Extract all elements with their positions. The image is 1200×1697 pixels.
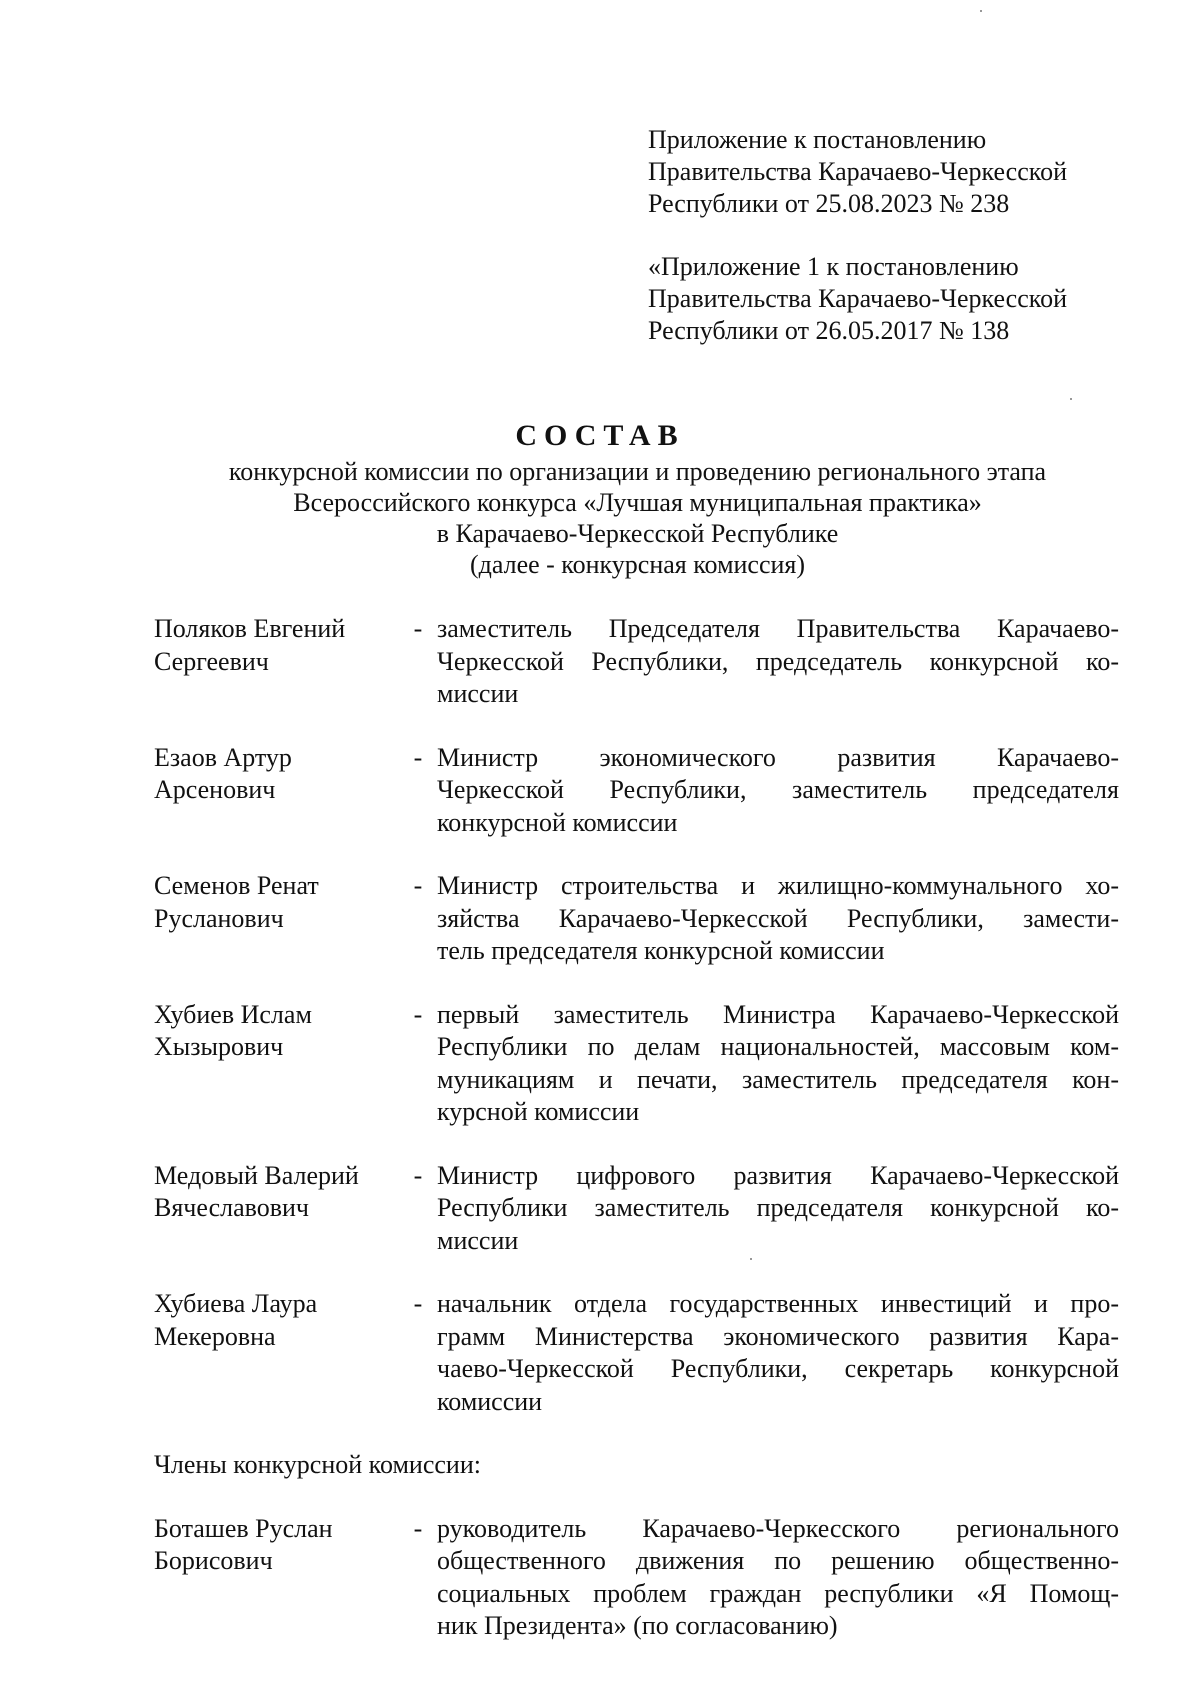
- member-row: [154, 1513, 1119, 1643]
- member-row: [154, 870, 1119, 968]
- member-row: [154, 1160, 1119, 1258]
- member-name: Хубиева Лаура Мекеровна: [154, 1289, 318, 1351]
- member-row: [154, 613, 1119, 711]
- subtitle-line: конкурсной комиссии по организации и проведению регионального этапа: [228, 457, 1047, 486]
- document-subtitle: [0, 456, 1200, 580]
- member-name: Езаов Артур Арсенович: [154, 742, 292, 804]
- scan-speck: [1070, 398, 1072, 400]
- member-role: начальник отдела государственных инвестиций и про- грамм Министерства экономического развития Кара- чаево-Черкесской Республики, секретарь конкурсной комиссии: [437, 1289, 1119, 1416]
- member-role: руководитель Карачаево-Черкесского регионального общественного движения по решению общественно- социальных проблем граждан республики «Я Помощ- ник Президента» (по согласованию): [437, 1513, 1119, 1640]
- original-appendix-line: «Приложение 1 к постановлению: [648, 252, 1019, 281]
- subtitle-line: (далее - конкурсная комиссия): [469, 550, 806, 579]
- original-appendix-line: Правительства Карачаево-Черкесской: [648, 284, 1067, 313]
- scan-speck: [750, 1258, 752, 1260]
- member-name: Поляков Евгений Сергеевич: [154, 614, 346, 676]
- member-role: заместитель Председателя Правительства Карачаево- Черкесской Республики, председатель конкурсной ко- миссии: [437, 614, 1119, 708]
- member-name: Семенов Ренат Русланович: [154, 871, 319, 933]
- commission-list: [154, 613, 1119, 1674]
- member-name: Медовый Валерий Вячеславович: [154, 1160, 359, 1222]
- member-role: первый заместитель Министра Карачаево-Черкесской Республики по делам национальностей, массовым ком- муникациям и печати, заместитель председателя кон- курсной комиссии: [437, 999, 1119, 1126]
- scan-speck: [980, 10, 982, 12]
- member-role: Министр строительства и жилищно-коммунального хо- зяйства Карачаево-Черкесской Республики, замести- тель председателя конкурсной комиссии: [437, 871, 1119, 965]
- dash: -: [413, 614, 423, 643]
- subtitle-line: Всероссийского конкурса «Лучшая муниципальная практика»: [293, 488, 982, 517]
- appendix-line: Приложение к постановлению: [648, 125, 987, 154]
- dash: -: [413, 1289, 423, 1318]
- appendix-line: Правительства Карачаево-Черкесской: [648, 157, 1067, 186]
- appendix-line: Республики от 25.08.2023 № 238: [648, 189, 1010, 218]
- dash: -: [413, 871, 423, 900]
- original-appendix-line: Республики от 26.05.2017 № 138: [648, 316, 1010, 345]
- member-role: Министр экономического развития Карачаево- Черкесской Республики, заместитель председателя конкурсной комиссии: [437, 742, 1119, 837]
- member-row: [154, 742, 1119, 840]
- member-row: [154, 999, 1119, 1129]
- members-section-label: Члены конкурсной комиссии:: [154, 1450, 481, 1479]
- dash: -: [413, 742, 423, 772]
- member-name: Боташев Руслан Борисович: [154, 1513, 333, 1575]
- document-title: СОСТАВ: [515, 419, 685, 452]
- member-row: [154, 1288, 1119, 1418]
- dash: -: [413, 1513, 423, 1543]
- subtitle-line: в Карачаево-Черкесской Республике: [436, 519, 839, 548]
- dash: -: [413, 999, 423, 1029]
- appendix-header: [648, 124, 1067, 347]
- dash: -: [413, 1160, 423, 1190]
- member-role: Министр цифрового развития Карачаево-Черкесской Республики заместитель председателя конкурсной ко- миссии: [437, 1160, 1119, 1255]
- member-name: Хубиев Ислам Хызырович: [154, 999, 312, 1061]
